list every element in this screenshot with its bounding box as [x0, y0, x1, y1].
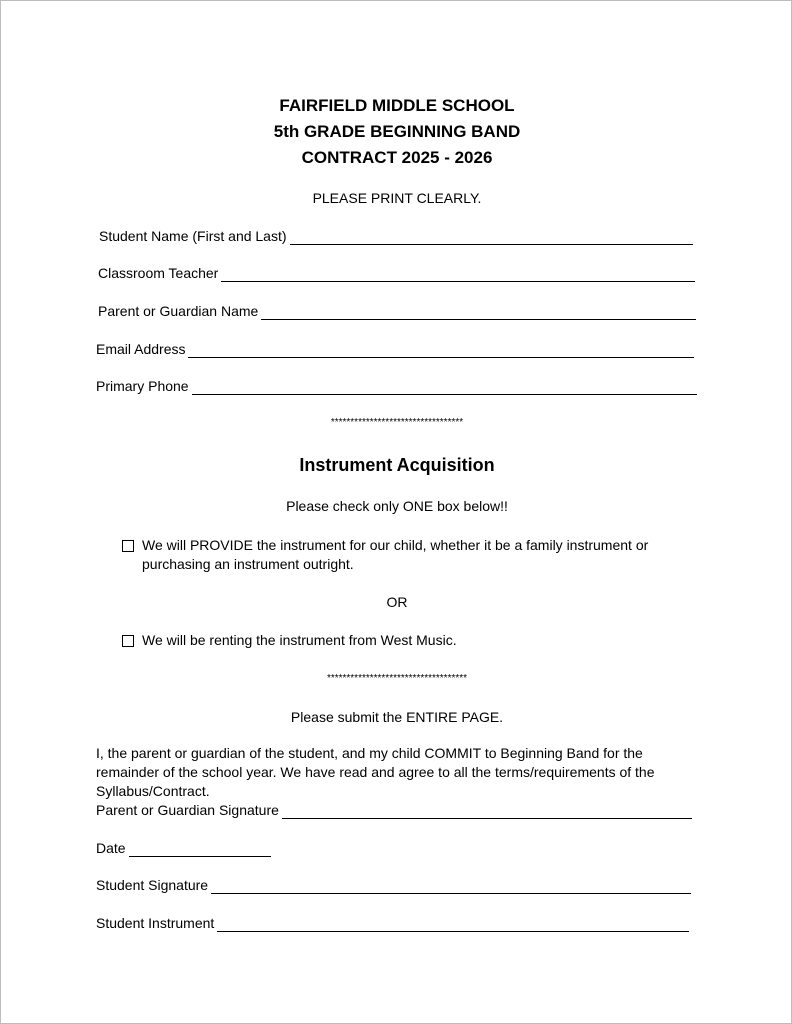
- commitment-statement: I, the parent or guardian of the student, and my child COMMIT to Beginning Band for the remainder of the school year. We have read and agree to all the terms/requirements of the Syllabus/Contract.: [96, 745, 655, 799]
- section-separator: **********************************: [330, 417, 464, 428]
- school-name: FAIRFIELD MIDDLE SCHOOL: [279, 96, 515, 115]
- phone-label: Primary Phone: [96, 378, 189, 394]
- student-signature-label: Student Signature: [96, 877, 209, 893]
- instrument-heading: Instrument Acquisition: [299, 455, 495, 475]
- parent-signature-line[interactable]: [282, 805, 692, 819]
- date-field[interactable]: [96, 840, 271, 857]
- print-instructions: PLEASE PRINT CLEARLY.: [312, 190, 482, 206]
- parent-signature-label: Parent or Guardian Signature: [96, 802, 279, 818]
- check-one-instruction: Please check only ONE box below!!: [286, 498, 508, 514]
- student-signature-field[interactable]: [96, 877, 691, 894]
- date-line[interactable]: [129, 843, 271, 857]
- student-instrument-field[interactable]: [96, 915, 689, 932]
- classroom-teacher-line[interactable]: [221, 268, 695, 282]
- provide-instrument-checkbox[interactable]: [122, 540, 134, 552]
- classroom-teacher-field[interactable]: [98, 265, 695, 282]
- student-instrument-line[interactable]: [217, 918, 689, 932]
- rent-instrument-checkbox[interactable]: [122, 635, 134, 647]
- or-label: OR: [386, 594, 408, 610]
- section-separator: ************************************: [326, 673, 468, 684]
- email-field[interactable]: [96, 341, 694, 358]
- phone-line[interactable]: [192, 381, 697, 395]
- parent-name-label: Parent or Guardian Name: [98, 303, 259, 319]
- student-name-label: Student Name (First and Last): [99, 228, 287, 244]
- email-label: Email Address: [96, 341, 186, 357]
- phone-field[interactable]: [96, 378, 697, 395]
- student-name-line[interactable]: [290, 231, 693, 245]
- email-line[interactable]: [188, 344, 694, 358]
- classroom-teacher-label: Classroom Teacher: [98, 265, 219, 281]
- parent-signature-field[interactable]: [96, 802, 692, 819]
- student-instrument-label: Student Instrument: [96, 915, 215, 931]
- provide-instrument-label: We will PROVIDE the instrument for our child, whether it be a family instrument or purchasing an instrument outright.: [142, 537, 649, 572]
- rent-instrument-label: We will be renting the instrument from West Music.: [142, 632, 457, 648]
- submit-note: Please submit the ENTIRE PAGE.: [290, 709, 504, 725]
- student-name-field[interactable]: [99, 228, 693, 245]
- program-name: 5th GRADE BEGINNING BAND: [273, 122, 521, 141]
- parent-name-line[interactable]: [261, 306, 696, 320]
- contract-title: CONTRACT 2025 - 2026: [301, 148, 493, 167]
- student-signature-line[interactable]: [211, 880, 691, 894]
- date-label: Date: [96, 840, 126, 856]
- parent-name-field[interactable]: [98, 303, 696, 320]
